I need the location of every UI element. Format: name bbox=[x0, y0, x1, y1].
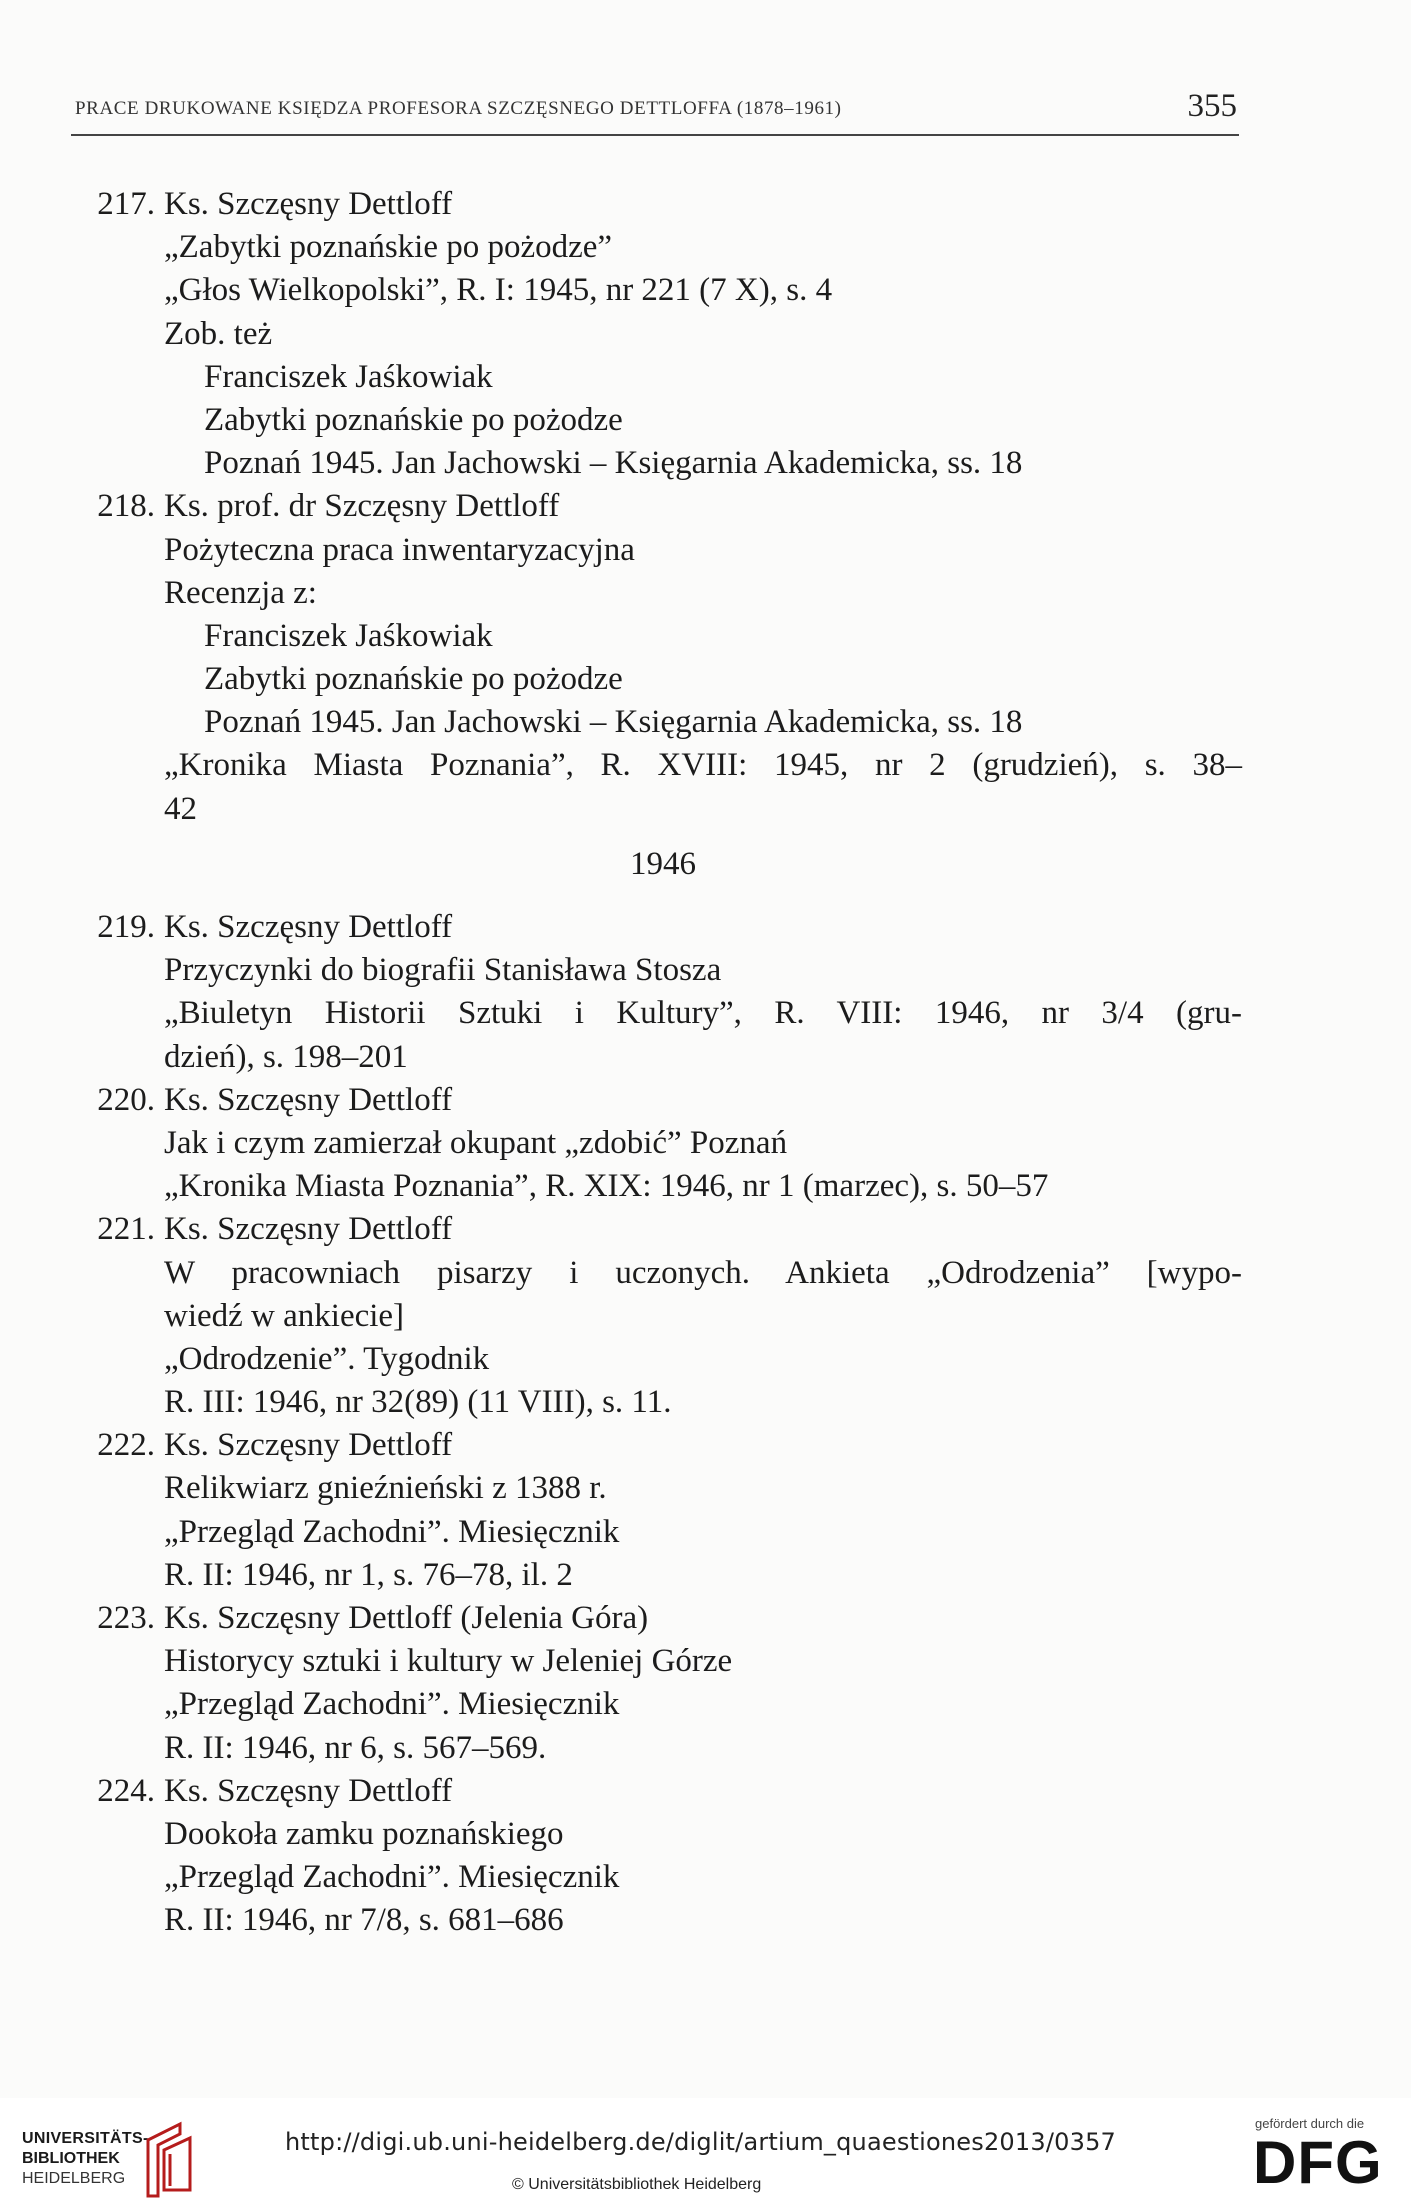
entry-detail-line: Przyczynki do biografii Stanisława Stosza bbox=[164, 952, 722, 989]
entry-heading bbox=[83, 183, 1243, 226]
entry-detail-line: W pracowniach pisarzy i uczonych. Ankieta „Odrodzenia” [wypo- bbox=[164, 1254, 1242, 1291]
entry-detail-line: Historycy sztuki i kultury w Jeleniej Górze bbox=[164, 1643, 733, 1680]
entry-author: Ks. Szczęsny Dettloff bbox=[164, 1427, 453, 1464]
entry-detail-line: „Głos Wielkopolski”, R. I: 1945, nr 221 (7 X), s. 4 bbox=[164, 272, 833, 309]
entry-number: 218. bbox=[97, 488, 155, 525]
entry-detail-line: R. II: 1946, nr 6, s. 567–569. bbox=[164, 1729, 547, 1766]
copyright-notice: © Universitätsbibliothek Heidelberg bbox=[512, 2176, 762, 2193]
entry-author: Ks. Szczęsny Dettloff (Jelenia Góra) bbox=[164, 1600, 649, 1636]
entry-detail-line: 42 bbox=[164, 790, 197, 827]
entry-detail-line: „Przegląd Zachodni”. Miesięcznik bbox=[164, 1859, 620, 1896]
entry-detail-line: Recenzja z: bbox=[164, 574, 317, 611]
entry-number: 223. bbox=[97, 1600, 155, 1636]
entry-detail-line: Dookoła zamku poznańskiego bbox=[164, 1815, 564, 1852]
bibliography-body bbox=[83, 183, 1243, 1943]
dfg-logo[interactable] bbox=[1255, 2116, 1395, 2196]
entry-author: Ks. Szczęsny Dettloff bbox=[164, 186, 453, 222]
entry-heading bbox=[83, 1770, 1243, 1813]
entry-number: 221. bbox=[97, 1211, 155, 1248]
entry-detail-line: wiedź w ankiecie] bbox=[164, 1297, 405, 1334]
entry-detail-line: „Biuletyn Historii Sztuki i Kultury”, R. VIII: 1946, nr 3/4 (gru- bbox=[164, 995, 1242, 1032]
entry-number: 222. bbox=[97, 1427, 155, 1464]
entry-detail-line: Zob. też bbox=[164, 315, 273, 352]
entry-author: Ks. Szczęsny Dettloff bbox=[164, 1772, 453, 1809]
running-header bbox=[71, 88, 1239, 136]
entry-detail-line: „Zabytki poznańskie po pożodze” bbox=[164, 229, 613, 266]
entry-detail-line: „Kronika Miasta Poznania”, R. XVIII: 1945, nr 2 (grudzień), s. 38– bbox=[164, 747, 1242, 784]
entry-detail-line: dzień), s. 198–201 bbox=[164, 1038, 408, 1075]
entry-detail-line: „Odrodzenie”. Tygodnik bbox=[164, 1340, 490, 1377]
entry-detail-line: R. II: 1946, nr 1, s. 76–78, il. 2 bbox=[164, 1556, 573, 1593]
reviewed-work-line: Poznań 1945. Jan Jachowski – Księgarnia Akademicka, ss. 18 bbox=[204, 704, 1023, 741]
entry-author: Ks. Szczęsny Dettloff bbox=[164, 909, 453, 945]
entry-detail-line: Pożyteczna praca inwentaryzacyjna bbox=[164, 531, 635, 568]
entry-detail-line: „Przegląd Zachodni”. Miesięcznik bbox=[164, 1513, 620, 1550]
logo-text-line1: UNIVERSITÄTS- bbox=[22, 2130, 149, 2147]
entry-number: 224. bbox=[97, 1772, 155, 1809]
entry-author: Ks. prof. dr Szczęsny Dettloff bbox=[164, 488, 560, 525]
entry-heading bbox=[83, 1079, 1243, 1122]
reviewed-work-line: Franciszek Jaśkowiak bbox=[204, 617, 493, 654]
entry-author: Ks. Szczęsny Dettloff bbox=[164, 1211, 453, 1248]
running-title: PRACE DRUKOWANE KSIĘDZA PROFESORA SZCZĘSNEGO DETTLOFFA (1878–1961) bbox=[75, 98, 842, 119]
entry-number: 219. bbox=[97, 909, 155, 945]
page-number: 355 bbox=[1187, 88, 1237, 124]
dfg-wordmark: DFG bbox=[1253, 2129, 1383, 2196]
entry-heading bbox=[83, 1208, 1243, 1251]
reviewed-work-line: Franciszek Jaśkowiak bbox=[204, 358, 493, 395]
year-heading: 1946 bbox=[630, 845, 696, 882]
logo-text-line2: BIBLIOTHEK bbox=[22, 2150, 120, 2167]
entry-detail-line: „Przegląd Zachodni”. Miesięcznik bbox=[164, 1686, 620, 1723]
dfg-funding-label: gefördert durch die bbox=[1255, 2116, 1365, 2131]
reviewed-work-line: Poznań 1945. Jan Jachowski – Księgarnia Akademicka, ss. 18 bbox=[204, 445, 1023, 482]
entry-heading bbox=[83, 485, 1243, 528]
logo-text-line3: HEIDELBERG bbox=[22, 2170, 126, 2187]
digitization-footer bbox=[0, 2098, 1411, 2211]
entry-detail-line: R. II: 1946, nr 7/8, s. 681–686 bbox=[164, 1902, 564, 1939]
entry-number: 220. bbox=[97, 1081, 155, 1118]
reviewed-work-line: Zabytki poznańskie po pożodze bbox=[204, 661, 623, 698]
entry-heading bbox=[83, 1424, 1243, 1467]
entry-detail-line: Relikwiarz gnieźnieński z 1388 r. bbox=[164, 1470, 607, 1507]
ub-heidelberg-logo[interactable] bbox=[22, 2120, 212, 2200]
entry-author: Ks. Szczęsny Dettloff bbox=[164, 1081, 453, 1118]
entry-number: 217. bbox=[97, 186, 155, 222]
permalink-url[interactable]: http://digi.ub.uni-heidelberg.de/diglit/artium_quaestiones2013/0357 bbox=[285, 2128, 1117, 2156]
entry-detail-line: R. III: 1946, nr 32(89) (11 VIII), s. 11. bbox=[164, 1384, 672, 1421]
entry-detail-line: Jak i czym zamierzał okupant „zdobić” Poznań bbox=[164, 1124, 788, 1161]
ub-emblem-icon bbox=[140, 2120, 200, 2200]
entry-detail-line: „Kronika Miasta Poznania”, R. XIX: 1946, nr 1 (marzec), s. 50–57 bbox=[164, 1168, 1049, 1205]
entry-heading bbox=[83, 1597, 1243, 1640]
entry-heading bbox=[83, 906, 1243, 949]
reviewed-work-line: Zabytki poznańskie po pożodze bbox=[204, 401, 623, 438]
